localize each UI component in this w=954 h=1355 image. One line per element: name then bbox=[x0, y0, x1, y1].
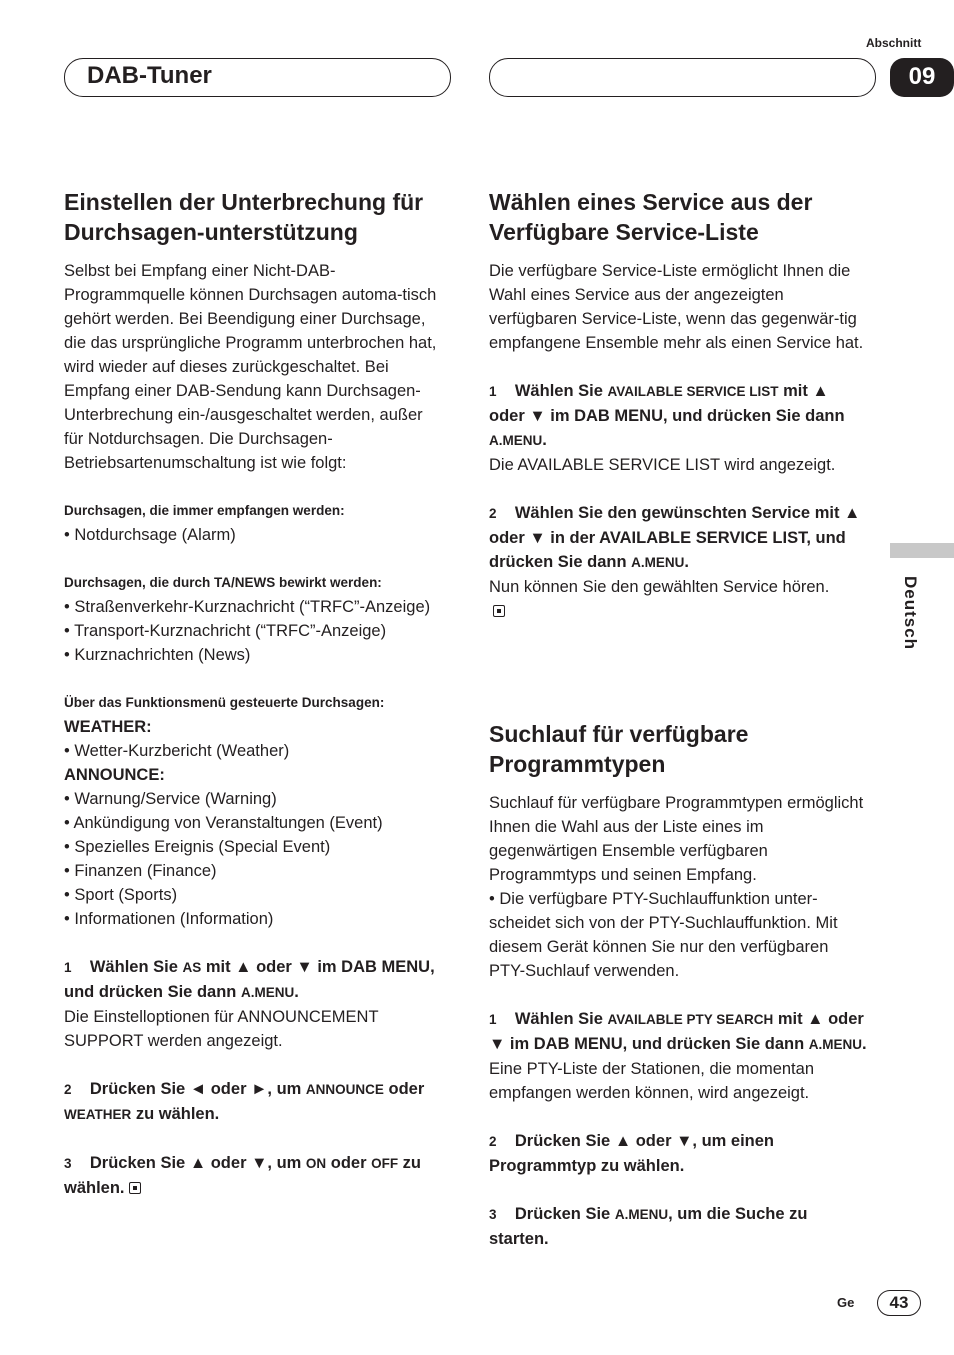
step-text: Drücken Sie ▲ oder ▼, um einen Programmtyp zu wählen. bbox=[489, 1132, 775, 1175]
key-name: A.MENU bbox=[489, 433, 543, 448]
step-text: . bbox=[684, 553, 689, 571]
step-text: . bbox=[294, 983, 299, 1001]
key-name: WEATHER bbox=[64, 1107, 132, 1122]
step-text: mit ▲ oder ▼ im DAB MENU, und drücken Sie dann bbox=[64, 958, 435, 1001]
end-marker bbox=[489, 599, 869, 623]
step-text: Drücken Sie ◄ oder ►, um bbox=[89, 1080, 306, 1098]
list-item: • Finanzen (Finance) bbox=[64, 862, 217, 880]
step-number: 1 bbox=[489, 1012, 497, 1027]
always-heading: Durchsagen, die immer empfangen werden: bbox=[64, 503, 345, 518]
right-column-pty-search bbox=[489, 719, 869, 1251]
step-text: Wählen Sie bbox=[89, 958, 183, 976]
step-1-result: Eine PTY-Liste der Stationen, die momentan empfangen werden können, wird angezeigt. bbox=[489, 1060, 814, 1102]
key-name: AS bbox=[182, 960, 202, 975]
announcement-intro: Selbst bei Empfang einer Nicht-DAB-Programmquelle können Durchsagen automa-tisch gehört werden. Bei Beendigung einer Durchsage, die das ursprüngliche Programm unterbrochen hat, wird wieder auf dieses zurückgeschaltet. Bei Empfang einer DAB-Sendung kann Durchsagen-Unterbrechung ein-/ausgeschaltet werden, außer für Notdurchsagen. Die Durchsagen-Betriebsartenumschaltung ist wie folgt: bbox=[64, 262, 437, 472]
step-number: 3 bbox=[489, 1207, 497, 1222]
list-item: • Wetter-Kurzbericht (Weather) bbox=[64, 742, 290, 760]
step-3-instruction bbox=[489, 1202, 869, 1251]
header-empty-box bbox=[489, 58, 876, 97]
step-1-instruction bbox=[64, 955, 444, 1005]
step-3-instruction bbox=[64, 1151, 444, 1200]
step-text: . bbox=[542, 431, 547, 449]
list-item: • Warnung/Service (Warning) bbox=[64, 790, 277, 808]
step-text: oder bbox=[326, 1154, 372, 1172]
key-name: AVAILABLE PTY SEARCH bbox=[607, 1012, 774, 1027]
list-item: • Spezielles Ereignis (Special Event) bbox=[64, 838, 331, 856]
end-of-section-icon bbox=[493, 605, 505, 617]
list-item: • Ankündigung von Veranstaltungen (Event) bbox=[64, 814, 383, 832]
left-column bbox=[64, 187, 444, 1200]
key-name: A.MENU bbox=[631, 555, 685, 570]
step-1-instruction bbox=[489, 379, 869, 453]
page-header-title: DAB-Tuner bbox=[87, 62, 212, 89]
step-text: zu wählen. bbox=[64, 1154, 422, 1197]
step-number: 3 bbox=[64, 1156, 72, 1171]
key-name: A.MENU bbox=[808, 1037, 863, 1052]
step-2-instruction bbox=[489, 501, 869, 575]
step-1-instruction bbox=[489, 1007, 869, 1057]
step-1-result: Die Einstelloptionen für ANNOUNCEMENT SUPPORT werden angezeigt. bbox=[64, 1008, 379, 1050]
key-name: A.MENU bbox=[614, 1207, 669, 1222]
key-name: OFF bbox=[371, 1156, 399, 1171]
list-item: • Kurznachrichten (News) bbox=[64, 646, 251, 664]
language-label: Deutsch bbox=[901, 576, 920, 651]
ta-heading-post: bewirkt werden: bbox=[275, 575, 382, 590]
language-code: Ge bbox=[837, 1295, 855, 1310]
step-text: Drücken Sie bbox=[514, 1205, 615, 1223]
step-text: Wählen Sie bbox=[514, 382, 608, 400]
step-2-instruction bbox=[489, 1129, 869, 1178]
step-text: Drücken Sie ▲ oder ▼, um bbox=[89, 1154, 306, 1172]
key-name: ANNOUNCE bbox=[305, 1082, 384, 1097]
section-label: Abschnitt bbox=[866, 36, 922, 50]
step-number: 2 bbox=[64, 1082, 72, 1097]
section-heading-pty-search: Suchlauf für verfügbare Programmtypen bbox=[489, 721, 749, 777]
section-heading-service-list: Wählen eines Service aus der Verfügbare Service-Liste bbox=[489, 189, 813, 245]
step-text: . bbox=[862, 1035, 867, 1053]
weather-label: WEATHER: bbox=[64, 718, 152, 736]
pty-search-intro: Suchlauf für verfügbare Programmtypen ermöglicht Ihnen die Wahl aus der Liste eines im gegenwärtigen Ensemble verfügbaren Programmtyps und seinen Empfang. bbox=[489, 794, 864, 884]
step-number: 1 bbox=[489, 384, 497, 399]
list-item: • Notdurchsage (Alarm) bbox=[64, 526, 236, 544]
key-name: A.MENU bbox=[240, 985, 295, 1000]
step-text: oder bbox=[383, 1080, 425, 1098]
ta-news-key: TA/NEWS bbox=[214, 575, 276, 590]
step-text: , um die Suche zu starten. bbox=[489, 1205, 808, 1248]
list-item: • Transport-Kurznachricht (“TRFC”-Anzeige) bbox=[64, 622, 387, 640]
list-item: • Straßenverkehr-Kurznachricht (“TRFC”-Anzeige) bbox=[64, 598, 431, 616]
announce-label: ANNOUNCE: bbox=[64, 766, 165, 784]
language-tab bbox=[890, 543, 954, 558]
step-text: Wählen Sie den gewünschten Service mit ▲ oder ▼ in der AVAILABLE SERVICE LIST, und drücken Sie dann bbox=[489, 504, 861, 571]
page-number: 43 bbox=[877, 1290, 921, 1316]
section-number-badge: 09 bbox=[890, 58, 954, 97]
section-heading-announcement: Einstellen der Unterbrechung für Durchsagen-unterstützung bbox=[64, 189, 424, 245]
header-title-box bbox=[64, 58, 451, 97]
step-number: 2 bbox=[489, 506, 497, 521]
key-name: ON bbox=[305, 1156, 327, 1171]
step-text: zu wählen. bbox=[131, 1105, 220, 1123]
right-column-service-list bbox=[489, 187, 869, 623]
list-item: • Sport (Sports) bbox=[64, 886, 178, 904]
step-2-instruction bbox=[64, 1077, 444, 1127]
step-number: 1 bbox=[64, 960, 72, 975]
step-2-result: Nun können Sie den gewählten Service hören. bbox=[489, 578, 830, 596]
end-of-section-icon bbox=[129, 1182, 141, 1194]
ta-news-heading bbox=[64, 571, 444, 595]
step-1-result: Die AVAILABLE SERVICE LIST wird angezeigt. bbox=[489, 456, 836, 474]
step-text: mit ▲ oder ▼ im DAB MENU, und drücken Sie dann bbox=[489, 1010, 864, 1053]
step-text: mit ▲ oder ▼ im DAB MENU, und drücken Sie dann bbox=[489, 382, 845, 425]
service-list-intro: Die verfügbare Service-Liste ermöglicht Ihnen die Wahl eines Service aus der angezeigten verfügbaren Service-Liste, wenn das gegenwär-tig empfangene Ensemble mehr als einen Service hat. bbox=[489, 262, 864, 352]
ta-heading-pre: Durchsagen, die durch bbox=[64, 575, 215, 590]
pty-search-note: • Die verfügbare PTY-Suchlauffunktion unter-scheidet sich von der PTY-Suchlauffunktion. Mit diesem Gerät können Sie nur den verfügbaren PTY-Suchlauf verwenden. bbox=[489, 890, 838, 980]
step-number: 2 bbox=[489, 1134, 497, 1149]
step-text: Wählen Sie bbox=[514, 1010, 608, 1028]
list-item: • Informationen (Information) bbox=[64, 910, 274, 928]
key-name: AVAILABLE SERVICE LIST bbox=[607, 384, 779, 399]
menu-announcements-heading: Über das Funktionsmenü gesteuerte Durchsagen: bbox=[64, 695, 385, 710]
